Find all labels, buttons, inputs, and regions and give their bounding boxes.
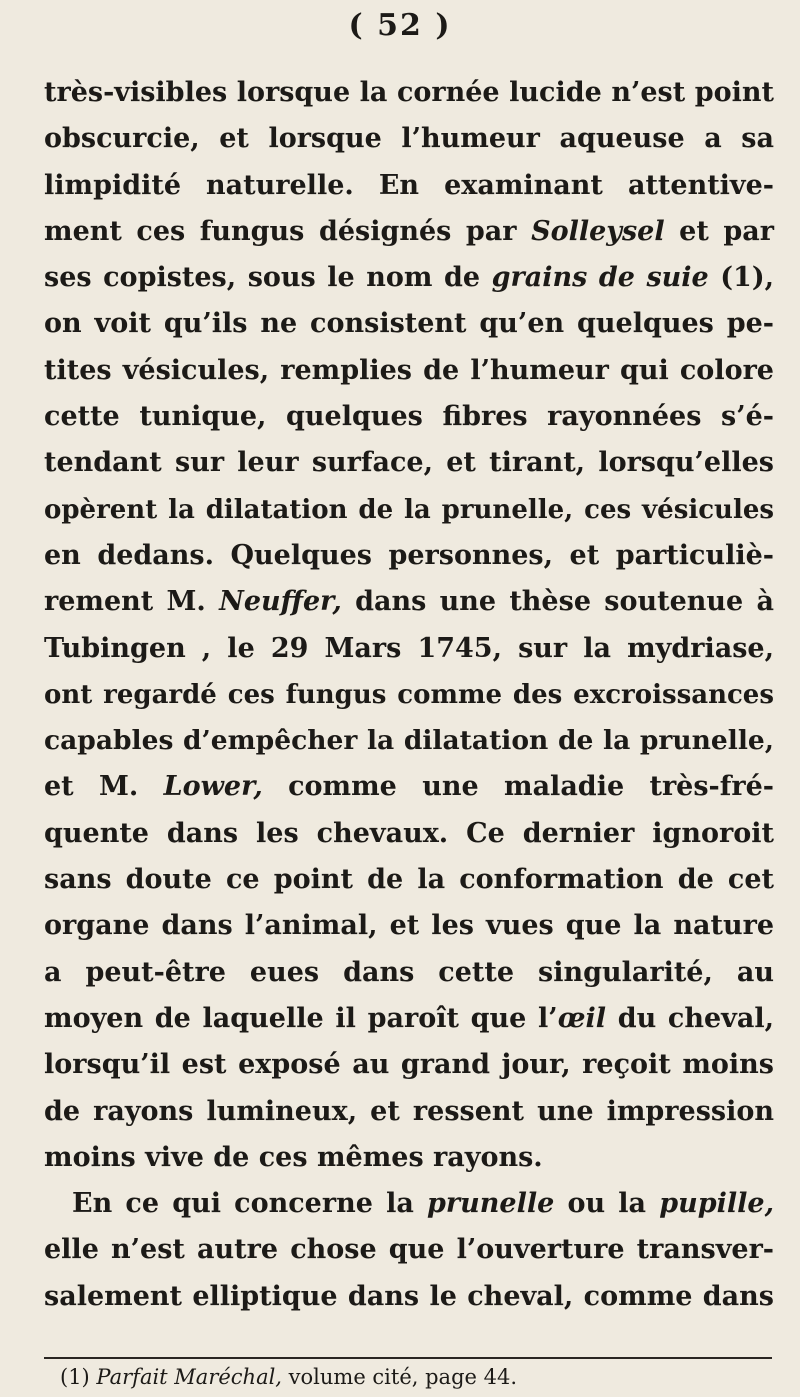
italic-name: Solleysel: [531, 215, 665, 247]
text-line: ment ces fungus désignés par Solleysel et par: [44, 215, 774, 247]
text-line: moyen de laquelle il paroît que l’œil du cheval,: [44, 1002, 774, 1034]
text-line: ses copistes, sous le nom de grains de suie (1),: [44, 262, 775, 294]
text-line: organe dans l’animal, et les vues que la nature: [44, 910, 774, 942]
footnote-reference: volume cité, page 44.: [281, 1365, 518, 1389]
footnote-divider: [44, 1357, 772, 1359]
text-line: et M. Lower, comme une maladie très-fré-: [44, 771, 774, 803]
text-line: En ce qui concerne la prunelle ou la pupille,: [72, 1188, 774, 1220]
text-line: tites vésicules, remplies de l’humeur qui colore: [44, 354, 774, 386]
footnote-title: Parfait Maréchal,: [96, 1365, 282, 1389]
text-line: obscurcie, et lorsque l’humeur aqueuse a sa: [44, 123, 774, 155]
text-line: cette tunique, quelques fibres rayonnées s’é-: [44, 401, 774, 433]
text-line: en dedans. Quelques personnes, et particuliè-: [44, 539, 774, 571]
text-line: rement M. Neuffer, dans une thèse soutenue à: [44, 586, 775, 618]
text-line: tendant sur leur surface, et tirant, lorsqu’elles: [44, 447, 774, 479]
text-line: ont regardé ces fungus comme des excroissances: [44, 679, 774, 710]
text-line: sans doute ce point de la conformation de cet: [44, 864, 774, 896]
body-text: [44, 70, 774, 1320]
text-line: elle n’est autre chose que l’ouverture transver-: [44, 1234, 774, 1266]
italic-term: grains de suie: [491, 262, 709, 294]
text-line: quente dans les chevaux. Ce dernier ignoroit: [44, 817, 774, 849]
italic-term: pupille,: [659, 1188, 774, 1220]
text-line: moins vive de ces mêmes rayons.: [44, 1141, 543, 1173]
text-line: a peut-être eues dans cette singularité, au: [44, 956, 774, 988]
text-line: on voit qu’ils ne consistent qu’en quelques pe-: [44, 308, 774, 340]
text-line: de rayons lumineux, et ressent une impression: [44, 1095, 774, 1127]
text-line: capables d’empêcher la dilatation de la prunelle,: [44, 725, 774, 757]
text-line: opèrent la dilatation de la prunelle, ces vésicules: [44, 494, 774, 525]
footnote: [60, 1364, 780, 1390]
italic-term: prunelle: [427, 1188, 555, 1220]
text-line: très-visibles lorsque la cornée lucide n’est point: [44, 77, 774, 108]
italic-name: Neuffer,: [219, 586, 342, 618]
page-number: ( 52 ): [348, 8, 452, 43]
text-line: Tubingen , le 29 Mars 1745, sur la mydriase,: [44, 632, 774, 664]
text-line: salement elliptique dans le cheval, comme dans: [44, 1280, 774, 1312]
italic-name: Lower,: [163, 771, 263, 803]
italic-term: œil: [557, 1002, 606, 1034]
text-line: lorsqu’il est exposé au grand jour, reçoit moins: [44, 1049, 774, 1081]
text-line: limpidité naturelle. En examinant attentive-: [44, 169, 774, 201]
footnote-marker: (1): [60, 1365, 97, 1389]
